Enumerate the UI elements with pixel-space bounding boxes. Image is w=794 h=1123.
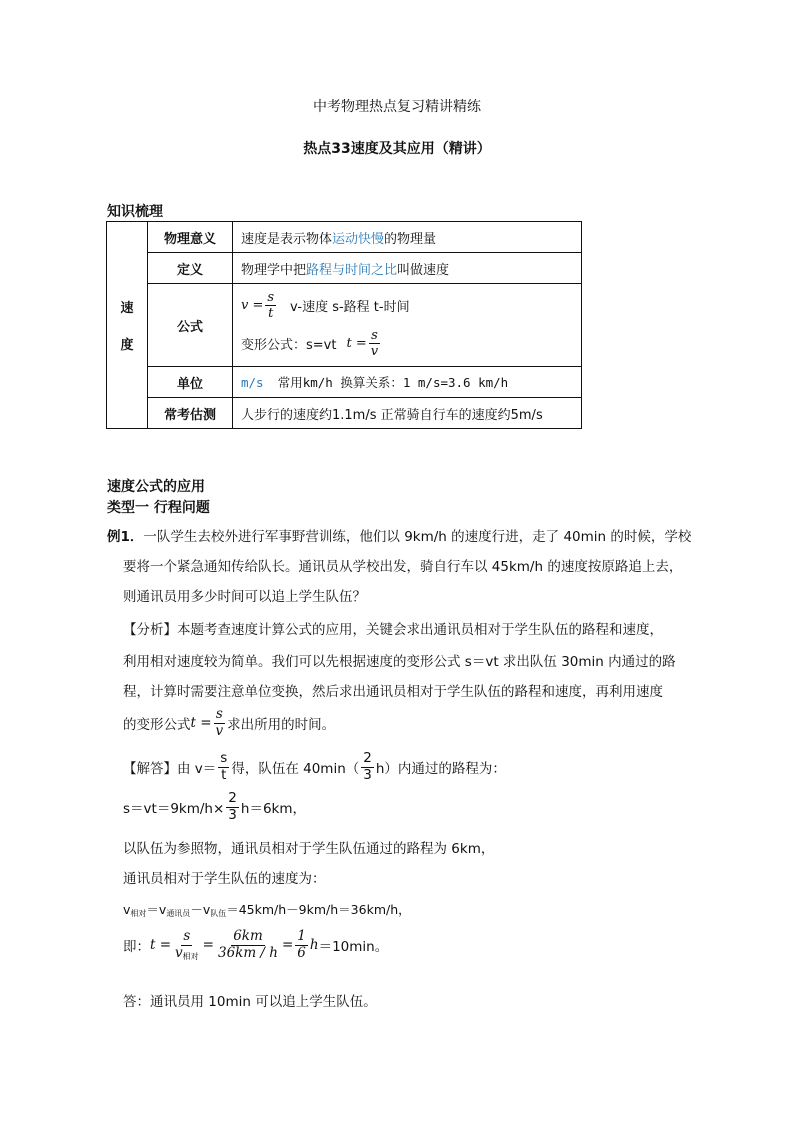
example-label: 例1．: [107, 529, 144, 545]
analysis-fraction: [214, 708, 226, 738]
unit-rest: 常用km/h 换算关系：1 m/s=3.6 km/h: [277, 375, 509, 390]
result-fraction-2: [216, 930, 280, 960]
analysis-line-4: [123, 708, 335, 738]
result-f3-den: 6: [297, 944, 306, 961]
meaning-text-end: 的物理量: [384, 231, 437, 247]
vrel-sub-b: 通讯员: [166, 909, 191, 918]
variant-lhs: t =: [346, 335, 367, 351]
type-heading: 类型一 行程问题: [107, 500, 210, 516]
meaning-highlight: 运动快慢: [332, 231, 385, 247]
definition-highlight: 路程与时间之比: [306, 262, 398, 278]
row-meaning: [233, 222, 582, 253]
result-prefix: 即：: [123, 939, 150, 956]
answer-line-1: [123, 752, 506, 782]
vrel-a: v: [123, 902, 131, 917]
calc-line: [123, 792, 306, 822]
row-label-formula: 公式: [148, 284, 233, 367]
relative-speed-intro: 通讯员相对于学生队伍的速度为：: [123, 871, 326, 887]
analysis-last-prefix: 的变形公式: [123, 717, 191, 733]
result-f3-num: 1: [297, 928, 306, 945]
formula-fraction: [265, 291, 276, 320]
calc-frac-den: 3: [228, 806, 237, 823]
variant-label: 变形公式：s=vt: [241, 337, 337, 353]
analysis-line-2: 利用相对速度较为简单。我们可以先根据速度的变形公式 s＝vt 求出队伍 30min 内通过的路: [123, 654, 676, 670]
answer-mid: 得，队伍在 40min（: [231, 761, 360, 777]
analysis-line-1: 【分析】本题考查速度计算公式的应用，关键会求出通讯员相对于学生队伍的路程和速度，: [123, 622, 663, 638]
answer-fraction-2: [361, 752, 374, 782]
variant-fraction: [369, 329, 380, 358]
analysis-line-3: 程，计算时需要注意单位变换，然后求出通讯员相对于学生队伍的路程和速度，再利用速度: [123, 684, 663, 700]
result-f1-den-sub: 相对: [182, 951, 199, 961]
formula-den: t: [268, 305, 274, 321]
knowledge-table: [106, 221, 582, 429]
result-f2-num: 6km: [233, 928, 263, 945]
answer-frac-num: s: [220, 750, 228, 766]
vrel-b: ＝v: [146, 902, 167, 917]
formula-num: s: [267, 289, 275, 305]
answer-tail: h）内通过的路程为：: [375, 761, 506, 777]
result-fraction-3: [295, 930, 308, 960]
knowledge-heading: 知识梳理: [107, 204, 163, 220]
question-line-3: 则通讯员用多少时间可以追上学生队伍？: [123, 589, 366, 605]
result-f1-den: [173, 946, 201, 961]
calc-tail: h＝6km，: [240, 801, 307, 817]
result-f1-den-v: v: [175, 944, 183, 961]
vrel-sub-c: 队伍: [210, 909, 227, 918]
result-h: h: [309, 937, 319, 954]
answer-fraction: [218, 752, 229, 782]
result-t: t =: [150, 937, 172, 954]
formula-legend: v-速度 s-路程 t-时间: [290, 299, 410, 315]
variant-den: v: [370, 343, 379, 359]
definition-text: 物理学中把: [241, 262, 307, 278]
row-label-definition: 定义: [148, 253, 233, 284]
answer-frac2-num: 2: [363, 750, 372, 766]
answer-frac2-den: 3: [363, 766, 372, 783]
analysis-frac-num: s: [215, 706, 223, 722]
row-formula: [233, 284, 582, 367]
analysis-frac-den: v: [215, 722, 224, 739]
variant-num: s: [371, 327, 378, 343]
question-line-1: 一队学生去校外进行军事野营训练，他们以 9km/h 的速度行进，走了 40min 的时候，学校: [143, 529, 692, 545]
side-label-char-2: 度: [120, 338, 134, 353]
result-line: 即： t = $\frac{s}{v_{相对}}$ = $\frac{6km}{36km / h}$ = $\frac{1}{6}$ h ＝10min。: [123, 928, 389, 961]
formula-lhs: v =: [241, 297, 264, 313]
answer-frac-den: t: [221, 766, 227, 783]
definition-text-end: 叫做速度: [397, 262, 450, 278]
side-label-char-1: 速: [120, 301, 134, 316]
row-estimate: 人步行的速度约1.1m/s 正常骑自行车的速度约5m/s: [233, 398, 582, 429]
final-answer: 答：通讯员用 10min 可以追上学生队伍。: [123, 994, 377, 1010]
row-label-estimate: 常考估测: [148, 398, 233, 429]
question-line-2: 要将一个紧急通知传给队长。通讯员从学校出发，骑自行车以 45km/h 的速度按原路追上去，: [123, 559, 683, 575]
application-heading: 速度公式的应用: [107, 479, 205, 495]
topic-title: 热点33速度及其应用（精讲）: [303, 141, 491, 157]
result-tail: ＝10min。: [318, 939, 389, 956]
unit-highlight: m/s: [241, 375, 264, 390]
vrel-sub-a: 相对: [130, 909, 147, 918]
vrel-c: －v: [190, 902, 211, 917]
calc-fraction: [226, 792, 239, 822]
row-label-unit: 单位: [148, 367, 233, 398]
relative-path-line: 以队伍为参照物，通讯员相对于学生队伍通过的路程为 6km，: [123, 841, 495, 857]
row-label-meaning: 物理意义: [148, 222, 233, 253]
relative-speed-line: [123, 900, 411, 919]
analysis-last-lhs: t =: [190, 715, 212, 731]
vrel-d: ＝45km/h－9km/h＝36km/h，: [226, 902, 411, 917]
example-question: [107, 525, 691, 545]
result-fraction-1: [173, 930, 201, 961]
result-f2-den: 36km / h: [217, 944, 278, 961]
meaning-text: 速度是表示物体: [241, 231, 333, 247]
analysis-last-suffix: 求出所用的时间。: [227, 717, 336, 733]
row-definition: [233, 253, 582, 284]
row-unit: [233, 367, 582, 398]
calc-head: s＝vt＝9km/h×: [123, 801, 225, 817]
answer-head: 【解答】由 v＝: [123, 761, 217, 777]
side-label: [107, 222, 148, 429]
result-f1-num: s: [183, 928, 191, 944]
series-title: 中考物理热点复习精讲精练: [313, 99, 481, 115]
calc-frac-num: 2: [228, 790, 237, 806]
